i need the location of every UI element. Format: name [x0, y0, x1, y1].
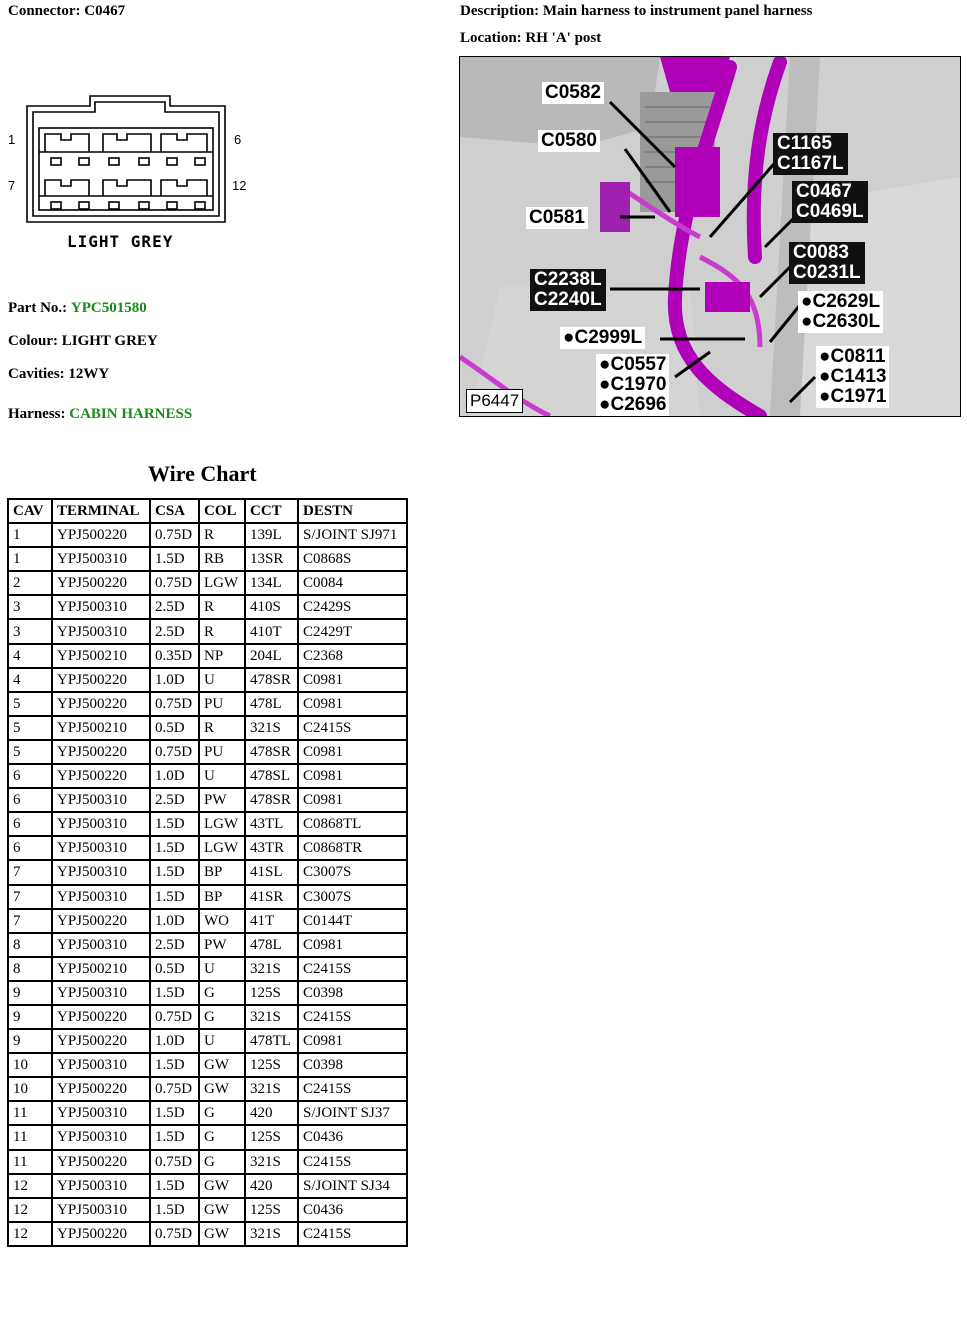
table-row [8, 885, 407, 909]
table-cell: 12 [8, 1222, 52, 1246]
table-cell: S/JOINT SJ34 [298, 1174, 407, 1198]
wire-chart-table [7, 498, 408, 1247]
table-cell: C0144T [298, 909, 407, 933]
table-cell: 321S [245, 957, 298, 981]
table-cell: 0.75D [150, 1077, 199, 1101]
table-cell: 0.5D [150, 957, 199, 981]
table-cell: G [199, 1005, 245, 1029]
table-cell: C2429S [298, 595, 407, 619]
table-cell: 0.75D [150, 571, 199, 595]
table-cell: G [199, 981, 245, 1005]
table-cell: 1.5D [150, 836, 199, 860]
table-cell: C0981 [298, 764, 407, 788]
table-cell: G [199, 1101, 245, 1125]
location [460, 30, 601, 47]
table-cell: 1.0D [150, 1029, 199, 1053]
table-cell: C0398 [298, 1053, 407, 1077]
table-cell: C0084 [298, 571, 407, 595]
table-row [8, 644, 407, 668]
table-cell: GW [199, 1174, 245, 1198]
table-cell: YPJ500310 [52, 1053, 150, 1077]
table-cell: NP [199, 644, 245, 668]
table-cell: 2.5D [150, 619, 199, 643]
table-cell: 5 [8, 692, 52, 716]
table-cell: YPJ500310 [52, 547, 150, 571]
table-row [8, 1125, 407, 1149]
table-row [8, 1077, 407, 1101]
photo-label-c0467: C0467 C0469L [792, 181, 868, 223]
table-cell: U [199, 668, 245, 692]
description [460, 3, 813, 20]
table-cell: R [199, 619, 245, 643]
table-cell: U [199, 1029, 245, 1053]
table-cell: S/JOINT SJ971 [298, 523, 407, 547]
table-cell: YPJ500310 [52, 836, 150, 860]
table-cell: C0981 [298, 1029, 407, 1053]
table-cell: C0868TR [298, 836, 407, 860]
table-cell: 139L [245, 523, 298, 547]
table-row [8, 836, 407, 860]
table-cell: 321S [245, 1222, 298, 1246]
table-cell: G [199, 1150, 245, 1174]
table-cell: YPJ500220 [52, 1150, 150, 1174]
table-cell: YPJ500220 [52, 1029, 150, 1053]
cavities [8, 366, 109, 383]
table-cell: 11 [8, 1101, 52, 1125]
table-cell: C0868S [298, 547, 407, 571]
table-cell: C2429T [298, 619, 407, 643]
harness-label: Harness: [8, 406, 66, 422]
table-cell: 0.35D [150, 644, 199, 668]
table-cell: BP [199, 885, 245, 909]
table-cell: U [199, 764, 245, 788]
table-cell: C0981 [298, 692, 407, 716]
column-header: DESTN [298, 499, 407, 523]
table-cell: 410S [245, 595, 298, 619]
table-cell: 7 [8, 885, 52, 909]
table-cell: 478SR [245, 668, 298, 692]
table-cell: S/JOINT SJ37 [298, 1101, 407, 1125]
table-cell: C0436 [298, 1198, 407, 1222]
part-number [8, 300, 147, 317]
table-cell: 2 [8, 571, 52, 595]
table-cell: 12 [8, 1198, 52, 1222]
colour-value: LIGHT GREY [61, 333, 158, 349]
cavities-value: 12WY [68, 366, 110, 382]
table-cell: 9 [8, 1005, 52, 1029]
table-cell: LGW [199, 812, 245, 836]
table-cell: PU [199, 740, 245, 764]
table-cell: 125S [245, 1125, 298, 1149]
photo-label-c0580: C0580 [538, 130, 600, 152]
table-cell: PU [199, 692, 245, 716]
table-cell: BP [199, 860, 245, 884]
table-cell: YPJ500220 [52, 1077, 150, 1101]
table-cell: YPJ500310 [52, 1125, 150, 1149]
table-cell: YPJ500310 [52, 788, 150, 812]
table-cell: YPJ500210 [52, 644, 150, 668]
table-cell: YPJ500310 [52, 812, 150, 836]
table-cell: 125S [245, 981, 298, 1005]
table-cell: 2.5D [150, 595, 199, 619]
table-cell: C0981 [298, 668, 407, 692]
cavities-label: Cavities: [8, 366, 65, 382]
table-row [8, 981, 407, 1005]
table-row [8, 1174, 407, 1198]
table-cell: 8 [8, 933, 52, 957]
table-cell: 0.75D [150, 523, 199, 547]
table-cell: LGW [199, 836, 245, 860]
photo-label-c1165: C1165 C1167L [773, 133, 848, 175]
description-label: Description: [460, 3, 540, 19]
table-cell: YPJ500210 [52, 957, 150, 981]
column-header: CCT [245, 499, 298, 523]
table-cell: 5 [8, 740, 52, 764]
harness [8, 406, 192, 423]
table-cell: 3 [8, 619, 52, 643]
photo-label-c0811: ●C0811 ●C1413 ●C1971 [816, 346, 889, 408]
table-cell: 10 [8, 1053, 52, 1077]
table-cell: C2415S [298, 957, 407, 981]
table-cell: G [199, 1125, 245, 1149]
table-cell: C2415S [298, 1005, 407, 1029]
table-cell: 134L [245, 571, 298, 595]
table-cell: 41SL [245, 860, 298, 884]
table-row [8, 764, 407, 788]
table-cell: 1 [8, 523, 52, 547]
column-header: CSA [150, 499, 199, 523]
part-number-label: Part No.: [8, 300, 68, 316]
table-cell: 1.5D [150, 812, 199, 836]
photo-label-c2999l: ●C2999L [560, 327, 645, 349]
table-cell: 125S [245, 1053, 298, 1077]
table-cell: 478SR [245, 740, 298, 764]
table-cell: YPJ500220 [52, 909, 150, 933]
table-cell: 1.5D [150, 1125, 199, 1149]
table-cell: 8 [8, 957, 52, 981]
table-cell: 1.5D [150, 1174, 199, 1198]
table-cell: C0981 [298, 788, 407, 812]
table-cell: 0.75D [150, 1150, 199, 1174]
table-cell: 4 [8, 668, 52, 692]
table-cell: C0436 [298, 1125, 407, 1149]
column-header: COL [199, 499, 245, 523]
table-row [8, 860, 407, 884]
table-cell: 7 [8, 909, 52, 933]
connector-id: C0467 [84, 3, 126, 19]
table-cell: 420 [245, 1174, 298, 1198]
table-row [8, 1029, 407, 1053]
table-row [8, 812, 407, 836]
table-cell: C0981 [298, 933, 407, 957]
table-cell: 1.5D [150, 981, 199, 1005]
table-row [8, 909, 407, 933]
pin-label-6: 6 [234, 132, 242, 147]
table-cell: GW [199, 1222, 245, 1246]
connector-heading [8, 3, 125, 20]
column-header: CAV [8, 499, 52, 523]
table-cell: YPJ500310 [52, 595, 150, 619]
table-cell: R [199, 716, 245, 740]
table-cell: C0981 [298, 740, 407, 764]
table-cell: 1 [8, 547, 52, 571]
table-cell: YPJ500310 [52, 981, 150, 1005]
table-cell: 12 [8, 1174, 52, 1198]
table-cell: 321S [245, 716, 298, 740]
table-cell: YPJ500310 [52, 1198, 150, 1222]
column-header: TERMINAL [52, 499, 150, 523]
colour-label: Colour: [8, 333, 58, 349]
table-cell: 1.0D [150, 909, 199, 933]
table-cell: C0398 [298, 981, 407, 1005]
table-cell: YPJ500210 [52, 716, 150, 740]
table-cell: C0868TL [298, 812, 407, 836]
photo-reference: P6447 [466, 389, 523, 413]
table-cell: 2.5D [150, 933, 199, 957]
table-cell: 9 [8, 1029, 52, 1053]
connector-label: Connector: [8, 3, 81, 19]
table-cell: GW [199, 1053, 245, 1077]
part-number-value[interactable]: YPC501580 [70, 300, 147, 316]
table-cell: LGW [199, 571, 245, 595]
table-cell: 43TR [245, 836, 298, 860]
colour [8, 333, 158, 350]
table-row [8, 571, 407, 595]
table-cell: YPJ500220 [52, 571, 150, 595]
photo-label-c0582: C0582 [542, 82, 604, 104]
location-value: RH 'A' post [525, 30, 602, 46]
table-cell: YPJ500220 [52, 692, 150, 716]
table-cell: 478SL [245, 764, 298, 788]
table-cell: 6 [8, 836, 52, 860]
table-cell: 1.0D [150, 668, 199, 692]
table-cell: C2415S [298, 716, 407, 740]
harness-value[interactable]: CABIN HARNESS [69, 406, 193, 422]
table-cell: C2415S [298, 1150, 407, 1174]
table-cell: 6 [8, 764, 52, 788]
table-cell: 41SR [245, 885, 298, 909]
table-cell: YPJ500310 [52, 933, 150, 957]
table-cell: C2368 [298, 644, 407, 668]
photo-label-c0581: C0581 [526, 207, 588, 229]
table-cell: 43TL [245, 812, 298, 836]
table-cell: YPJ500310 [52, 1174, 150, 1198]
photo-label-c0083: C0083 C0231L [789, 242, 865, 284]
table-cell: 10 [8, 1077, 52, 1101]
pin-label-7: 7 [8, 178, 16, 193]
table-row [8, 788, 407, 812]
table-cell: 0.75D [150, 740, 199, 764]
table-cell: YPJ500220 [52, 1005, 150, 1029]
table-row [8, 1198, 407, 1222]
table-cell: 321S [245, 1150, 298, 1174]
table-cell: YPJ500310 [52, 860, 150, 884]
table-cell: U [199, 957, 245, 981]
table-cell: 478TL [245, 1029, 298, 1053]
table-cell: YPJ500220 [52, 740, 150, 764]
table-cell: 1.5D [150, 860, 199, 884]
table-cell: 1.5D [150, 1053, 199, 1077]
photo-label-c2238l: C2238L C2240L [530, 269, 606, 311]
table-cell: GW [199, 1077, 245, 1101]
table-cell: YPJ500310 [52, 619, 150, 643]
table-cell: 1.5D [150, 1198, 199, 1222]
table-cell: R [199, 523, 245, 547]
table-cell: 410T [245, 619, 298, 643]
table-cell: R [199, 595, 245, 619]
table-cell: C2415S [298, 1077, 407, 1101]
location-photo [459, 56, 961, 417]
table-cell: 4 [8, 644, 52, 668]
table-cell: C3007S [298, 885, 407, 909]
table-cell: 1.5D [150, 885, 199, 909]
photo-label-c0557: ●C0557 ●C1970 ●C2696 [596, 354, 669, 416]
table-cell: 321S [245, 1005, 298, 1029]
table-cell: 478L [245, 692, 298, 716]
table-row [8, 1101, 407, 1125]
table-cell: 2.5D [150, 788, 199, 812]
wire-chart-header-row [8, 499, 407, 523]
pin-label-1: 1 [8, 132, 16, 147]
table-row [8, 692, 407, 716]
table-cell: 1.5D [150, 547, 199, 571]
table-cell: 1.0D [150, 764, 199, 788]
table-cell: 9 [8, 981, 52, 1005]
description-value: Main harness to instrument panel harness [542, 3, 813, 19]
table-cell: C2415S [298, 1222, 407, 1246]
table-row [8, 595, 407, 619]
table-cell: 0.5D [150, 716, 199, 740]
table-cell: 6 [8, 788, 52, 812]
table-cell: 125S [245, 1198, 298, 1222]
table-row [8, 1150, 407, 1174]
table-cell: PW [199, 933, 245, 957]
connector-colour-caption: LIGHT GREY [67, 232, 174, 251]
table-row [8, 523, 407, 547]
location-label: Location: [460, 30, 522, 46]
table-row [8, 740, 407, 764]
table-cell: YPJ500310 [52, 1101, 150, 1125]
table-cell: RB [199, 547, 245, 571]
table-cell: 3 [8, 595, 52, 619]
wire-chart-title: Wire Chart [148, 461, 257, 486]
table-cell: 6 [8, 812, 52, 836]
table-cell: 1.5D [150, 1101, 199, 1125]
table-row [8, 1053, 407, 1077]
table-row [8, 957, 407, 981]
table-cell: C3007S [298, 860, 407, 884]
table-cell: 478L [245, 933, 298, 957]
table-cell: 321S [245, 1077, 298, 1101]
table-cell: 11 [8, 1125, 52, 1149]
table-cell: PW [199, 788, 245, 812]
table-cell: 0.75D [150, 1222, 199, 1246]
table-cell: 41T [245, 909, 298, 933]
table-cell: WO [199, 909, 245, 933]
table-cell: 13SR [245, 547, 298, 571]
table-cell: YPJ500220 [52, 668, 150, 692]
table-cell: YPJ500310 [52, 885, 150, 909]
table-row [8, 668, 407, 692]
table-cell: 11 [8, 1150, 52, 1174]
table-row [8, 716, 407, 740]
photo-label-c2629l: ●C2629L ●C2630L [798, 291, 883, 333]
table-cell: 478SR [245, 788, 298, 812]
pin-label-12: 12 [232, 178, 247, 193]
table-cell: YPJ500220 [52, 1222, 150, 1246]
table-cell: 0.75D [150, 1005, 199, 1029]
table-row [8, 1222, 407, 1246]
table-cell: 204L [245, 644, 298, 668]
table-cell: 420 [245, 1101, 298, 1125]
table-cell: GW [199, 1198, 245, 1222]
table-cell: YPJ500220 [52, 523, 150, 547]
table-row [8, 547, 407, 571]
table-cell: 5 [8, 716, 52, 740]
table-row [8, 1005, 407, 1029]
table-cell: YPJ500220 [52, 764, 150, 788]
table-cell: 0.75D [150, 692, 199, 716]
table-cell: 7 [8, 860, 52, 884]
table-row [8, 619, 407, 643]
table-row [8, 933, 407, 957]
